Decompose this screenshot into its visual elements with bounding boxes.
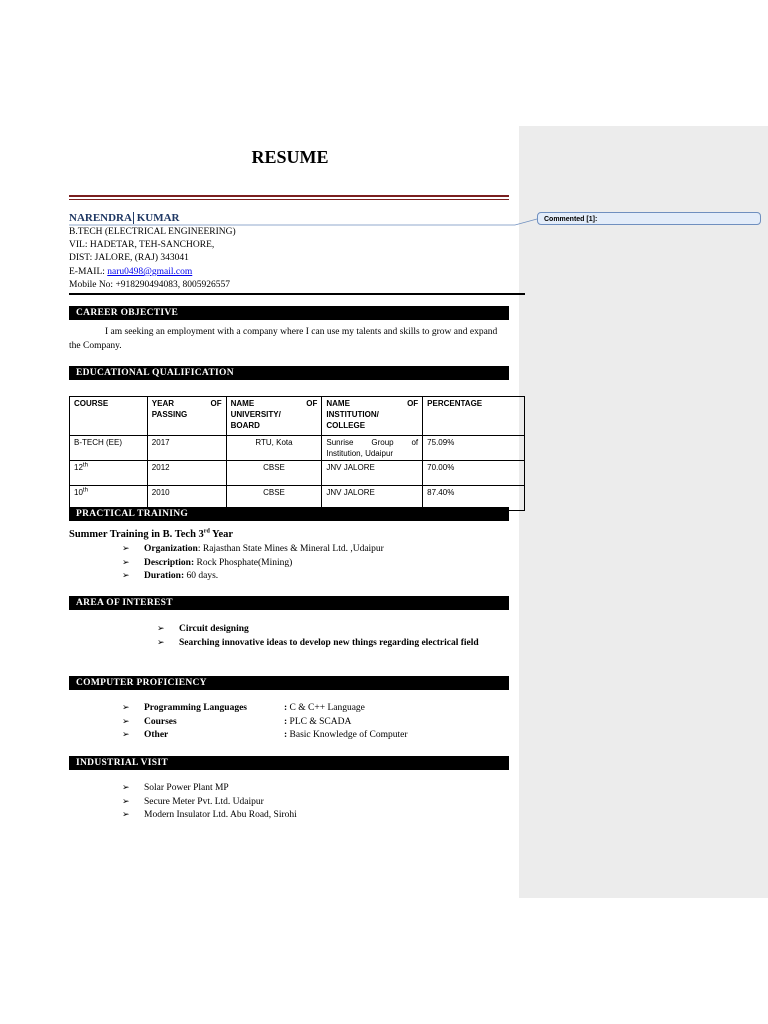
list-item: ➢ Circuit designing bbox=[157, 623, 509, 637]
arrow-bullet-icon: ➢ bbox=[122, 810, 130, 820]
education-table bbox=[69, 396, 525, 511]
resume-title: RESUME bbox=[251, 147, 329, 167]
comment-margin-pane bbox=[519, 126, 768, 898]
list-item: ➢ Other : Basic Knowledge of Computer bbox=[122, 729, 407, 743]
mobile-line: Mobile No: +918290494083, 8005926557 bbox=[69, 280, 231, 290]
cell-course: 10th bbox=[70, 486, 148, 511]
list-item: ➢ Searching innovative ideas to develop new things regarding electrical field bbox=[157, 637, 509, 651]
interest-list bbox=[157, 623, 509, 650]
header-university: NAME OF UNIVERSITY/ BOARD bbox=[226, 397, 322, 436]
header-course: COURSE bbox=[70, 397, 148, 436]
comment-balloon[interactable] bbox=[537, 212, 761, 225]
table-row bbox=[70, 461, 525, 486]
candidate-name bbox=[69, 212, 179, 224]
contact-divider bbox=[69, 293, 525, 295]
cell-course: 12th bbox=[70, 461, 148, 486]
list-item: ➢ Solar Power Plant MP bbox=[122, 782, 297, 796]
list-item: ➢ Duration: 60 days. bbox=[122, 570, 384, 584]
cell-percentage: 70.00% bbox=[423, 461, 525, 486]
section-industrial-visit: INDUSTRIAL VISIT bbox=[69, 756, 509, 770]
district-line: DIST: JALORE, (RAJ) 343041 bbox=[69, 253, 189, 263]
email-line bbox=[69, 266, 192, 280]
arrow-bullet-icon: ➢ bbox=[122, 796, 130, 807]
list-item: ➢ Programming Languages : C & C++ Language bbox=[122, 702, 407, 716]
section-educational-qualification: EDUCATIONAL QUALIFICATION bbox=[69, 366, 509, 380]
header-rule bbox=[69, 195, 509, 197]
arrow-bullet-icon: ➢ bbox=[122, 544, 130, 554]
training-heading: Summer Training in B. Tech 3rd Year bbox=[69, 528, 234, 540]
cell-percentage: 75.09% bbox=[423, 436, 525, 461]
list-item: ➢ Secure Meter Pvt. Ltd. Udaipur bbox=[122, 796, 297, 810]
arrow-bullet-icon: ➢ bbox=[122, 716, 130, 727]
section-computer-proficiency: COMPUTER PROFICIENCY bbox=[69, 676, 509, 690]
table-header-row bbox=[70, 397, 525, 436]
visit-list bbox=[122, 782, 297, 823]
cell-year: 2012 bbox=[147, 461, 226, 486]
email-link[interactable]: naru0498@gmail.com bbox=[107, 267, 193, 277]
cell-year: 2010 bbox=[147, 486, 226, 511]
name-last: KUMAR bbox=[133, 212, 180, 224]
cell-institution: JNV JALORE bbox=[322, 486, 423, 511]
career-objective-text: I am seeking an employment with a company where I can use my talents and skills to grow and expand the Company. bbox=[69, 327, 498, 351]
list-item: ➢ Courses : PLC & SCADA bbox=[122, 716, 407, 730]
arrow-bullet-icon: ➢ bbox=[122, 557, 130, 568]
cell-course: B-TECH (EE) bbox=[70, 436, 148, 461]
table-row bbox=[70, 436, 525, 461]
cell-board: CBSE bbox=[226, 461, 322, 486]
header-institution: NAME OF INSTITUTION/ COLLEGE bbox=[322, 397, 423, 436]
section-practical-training: PRACTICAL TRAINING bbox=[69, 507, 509, 521]
arrow-bullet-icon: ➢ bbox=[157, 637, 165, 648]
header-rule-thin bbox=[69, 199, 509, 200]
cell-institution: JNV JALORE bbox=[322, 461, 423, 486]
arrow-bullet-icon: ➢ bbox=[122, 730, 130, 740]
training-list bbox=[122, 543, 384, 584]
list-item: ➢ Modern Insulator Ltd. Abu Road, Sirohi bbox=[122, 809, 297, 823]
header-percentage: PERCENTAGE bbox=[423, 397, 525, 436]
arrow-bullet-icon: ➢ bbox=[122, 703, 130, 713]
header-year: YEAR OF PASSING bbox=[147, 397, 226, 436]
cell-board: RTU, Kota bbox=[226, 436, 322, 461]
degree-line: B.TECH (ELECTRICAL ENGINEERING) bbox=[69, 227, 236, 237]
name-first: NARENDRA bbox=[69, 212, 132, 224]
email-label: E-MAIL: bbox=[69, 267, 108, 277]
computer-list bbox=[122, 702, 407, 743]
section-area-of-interest: AREA OF INTEREST bbox=[69, 596, 509, 610]
list-item: ➢ Organization: Rajasthan State Mines & Mineral Ltd. ,Udaipur bbox=[122, 543, 384, 557]
arrow-bullet-icon: ➢ bbox=[157, 624, 165, 634]
list-item: ➢ Description: Rock Phosphate(Mining) bbox=[122, 557, 384, 571]
cell-percentage: 87.40% bbox=[423, 486, 525, 511]
village-line: VIL: HADETAR, TEH-SANCHORE, bbox=[69, 240, 215, 250]
section-career-objective: CAREER OBJECTIVE bbox=[69, 306, 509, 320]
cell-institution: Sunrise Group of Institution, Udaipur bbox=[322, 436, 423, 461]
comment-label: Commented [1]: bbox=[544, 216, 598, 223]
cell-year: 2017 bbox=[147, 436, 226, 461]
arrow-bullet-icon: ➢ bbox=[122, 783, 130, 793]
cell-board: CBSE bbox=[226, 486, 322, 511]
arrow-bullet-icon: ➢ bbox=[122, 571, 130, 581]
